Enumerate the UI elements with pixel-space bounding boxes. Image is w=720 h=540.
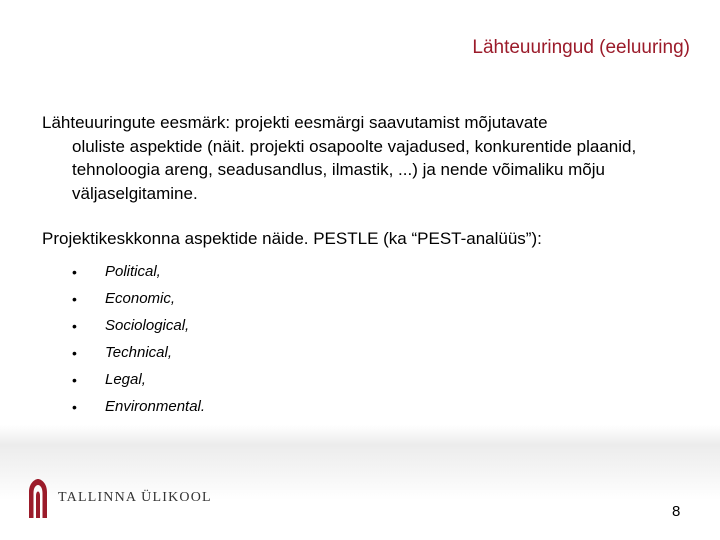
list-item (72, 285, 205, 312)
bullet-icon: • (72, 344, 77, 361)
list-item (72, 393, 205, 420)
list-item (72, 258, 205, 285)
list-item-label: Environmental. (105, 398, 206, 415)
list-item (72, 339, 205, 366)
list-item (72, 366, 205, 393)
list-item-label: Economic, (105, 290, 176, 307)
intro-paragraph-continuation: oluliste aspektide (näit. projekti osapoolte vajadused, konkurentide plaanid, tehnoloogia areng, seadusandlus, ilmastik, ...) ja nende võimaliku mõju väljaselgitamine. (72, 136, 637, 203)
bullet-icon: • (72, 263, 77, 280)
page-number: 8 (672, 503, 681, 520)
list-item-label: Legal, (105, 371, 146, 388)
university-logo (27, 478, 212, 518)
logo-text: TALLINNA ÜLIKOOL (58, 490, 212, 505)
pestle-list (72, 258, 205, 420)
bullet-icon: • (72, 371, 77, 388)
list-item (72, 312, 205, 339)
bullet-icon: • (72, 290, 77, 307)
bullet-icon: • (72, 317, 77, 334)
tallinn-university-logo-icon (27, 478, 49, 518)
pestle-heading: Projektikeskkonna aspektide näide. PESTLE (ka “PEST-analüüs”): (42, 229, 542, 248)
bullet-icon: • (72, 398, 77, 415)
slide-title: Lähteuuringud (eeluuring) (472, 37, 690, 58)
list-item-label: Technical, (105, 344, 172, 361)
intro-paragraph-first-line: Lähteuuringute eesmärk: projekti eesmärgi saavutamist mõjutavate (42, 113, 548, 132)
list-item-label: Political, (105, 263, 161, 280)
list-item-label: Sociological, (105, 317, 190, 334)
intro-paragraph (42, 111, 682, 205)
